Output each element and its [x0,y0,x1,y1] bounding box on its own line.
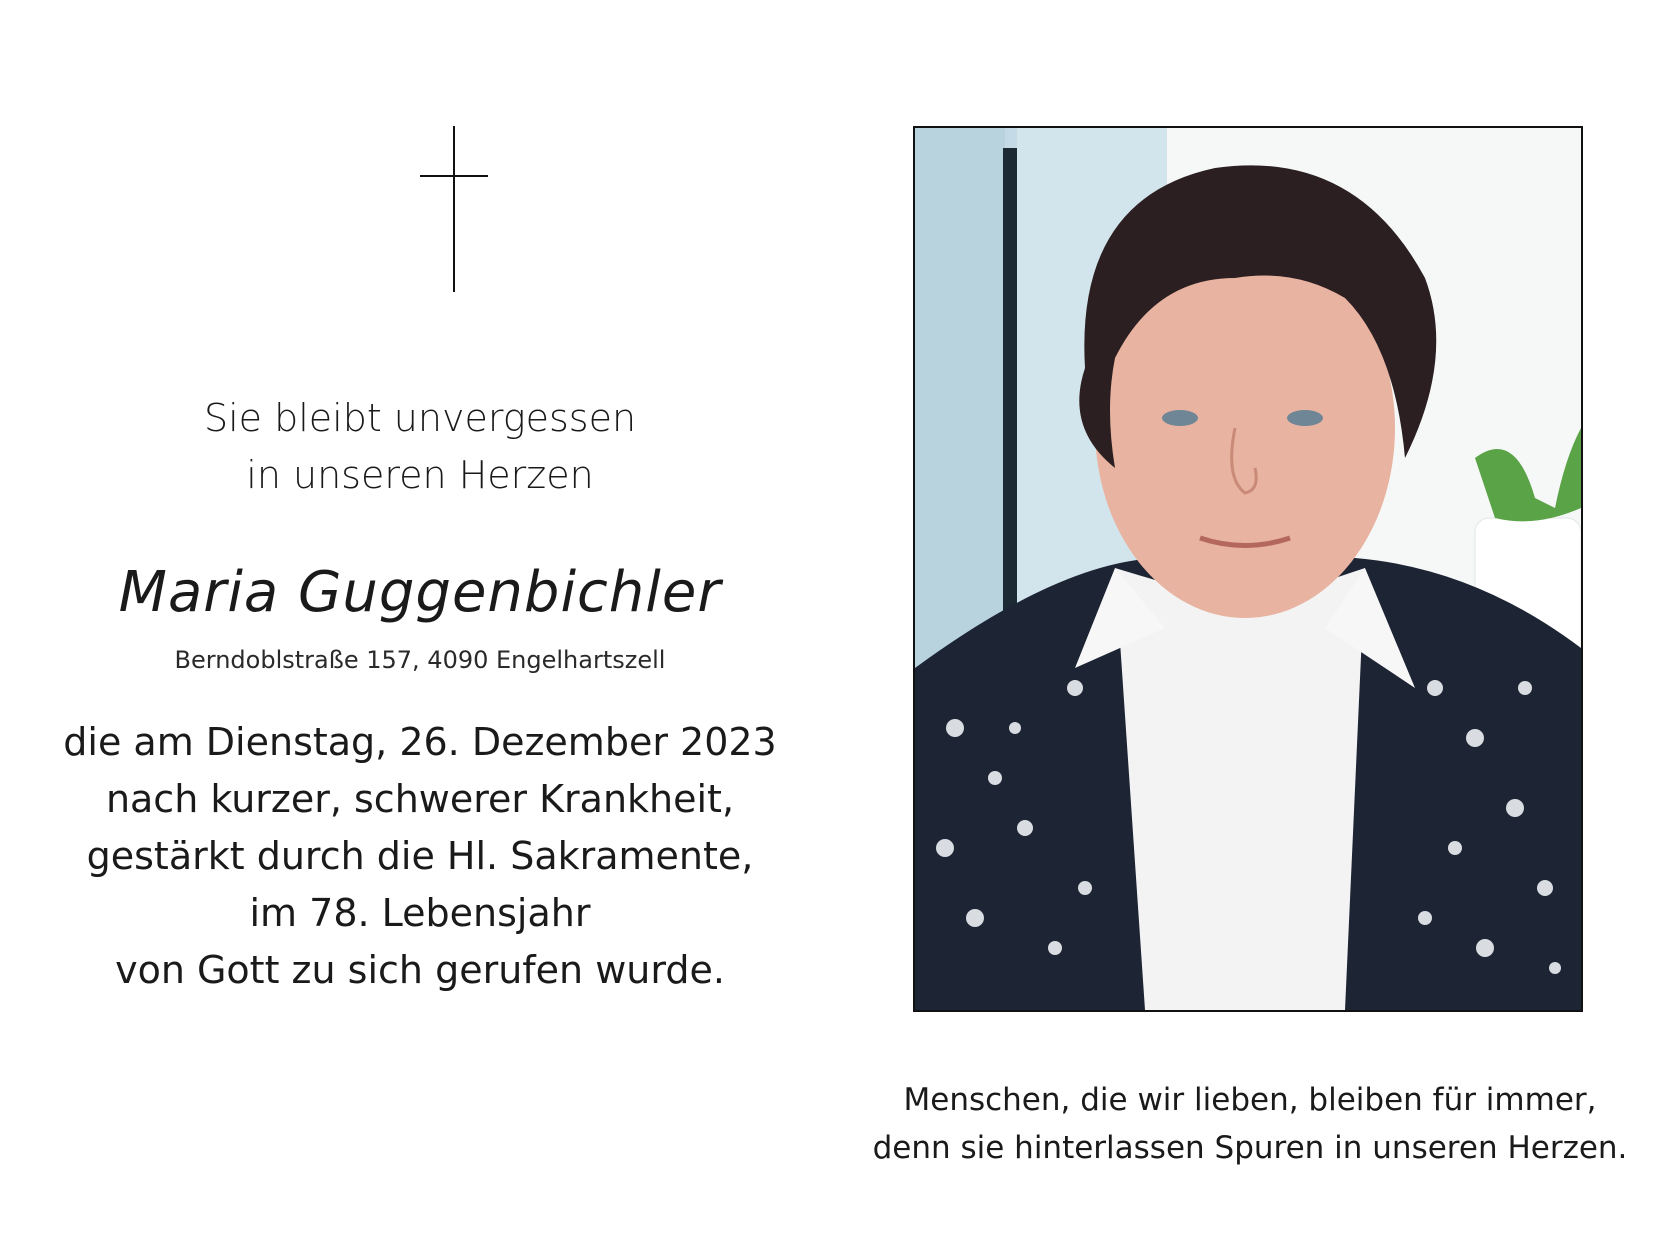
quote-line-1: Menschen, die wir lieben, bleiben für immer, [903,1082,1597,1118]
portrait-photo [913,126,1583,1012]
latin-cross-icon [420,126,488,292]
announcement-line-2: nach kurzer, schwerer Krankheit, [105,777,735,821]
deceased-address: Berndoblstraße 157, 4090 Engelhartszell [174,646,666,674]
card-left-panel [40,0,800,1254]
intro-text [40,390,800,504]
quote-line-2: denn sie hinterlassen Spuren in unseren Herzen. [872,1130,1628,1166]
memorial-quote [860,1076,1640,1172]
intro-line-2: in unseren Herzen [246,453,594,497]
announcement-line-3: gestärkt durch die Hl. Sakramente, [86,834,754,878]
deceased-name: Maria Guggenbichler [118,560,722,625]
intro-line-1: Sie bleibt unvergessen [203,396,637,440]
announcement-line-4: im 78. Lebensjahr [249,891,591,935]
announcement-line-1: die am Dienstag, 26. Dezember 2023 [63,720,777,764]
announcement-line-5: von Gott zu sich gerufen wurde. [115,948,725,992]
announcement-text [40,714,800,999]
